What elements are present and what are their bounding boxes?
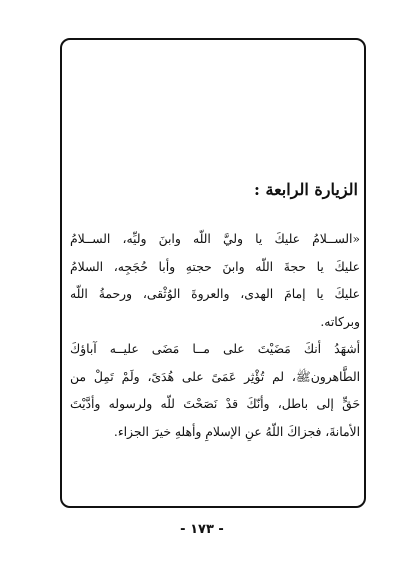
text-line: عليكَ يا إمامَ الهدى، والعروةَ الوُثْقى، ورحمةُ اللّه — [70, 287, 360, 301]
section-heading: الزيارة الرابعة : — [254, 180, 358, 199]
text-line: عليكَ يا حجةَ اللّه وابنَ حجتهِ وأبا حُجَجِه، السلامُ — [70, 259, 360, 274]
text-line: وبركاته. — [320, 314, 360, 329]
text-line: الطَّاهرونﷺ، لم تُؤْثِر عَمَىً على هُدَىً، ولَمْ تَمِلْ من — [70, 369, 360, 384]
text-line: حَقٍّ إلى باطل، وأنّكَ قدْ نَصَحْتَ للّه ولرسوله وأدَّيْتَ — [70, 397, 360, 411]
page-body — [70, 178, 360, 446]
paragraph-testimony — [70, 336, 360, 446]
paragraph-salutation — [70, 226, 360, 336]
page-number: - ١٧٣ - — [180, 522, 224, 537]
text-line: الأمانةَ، فجزاكَ اللّهُ عنِ الإسلامِ وأهلهِ خيرَ الجزاء. — [113, 424, 360, 439]
text-line: «الســلامُ عليكَ يا وليَّ اللّه وابنَ وليِّه، الســلامُ — [70, 232, 360, 246]
text-line: أشهَدُ أنكَ مَضَيْتَ على مــا مَضَى عليــه آباؤكَ — [70, 342, 360, 356]
